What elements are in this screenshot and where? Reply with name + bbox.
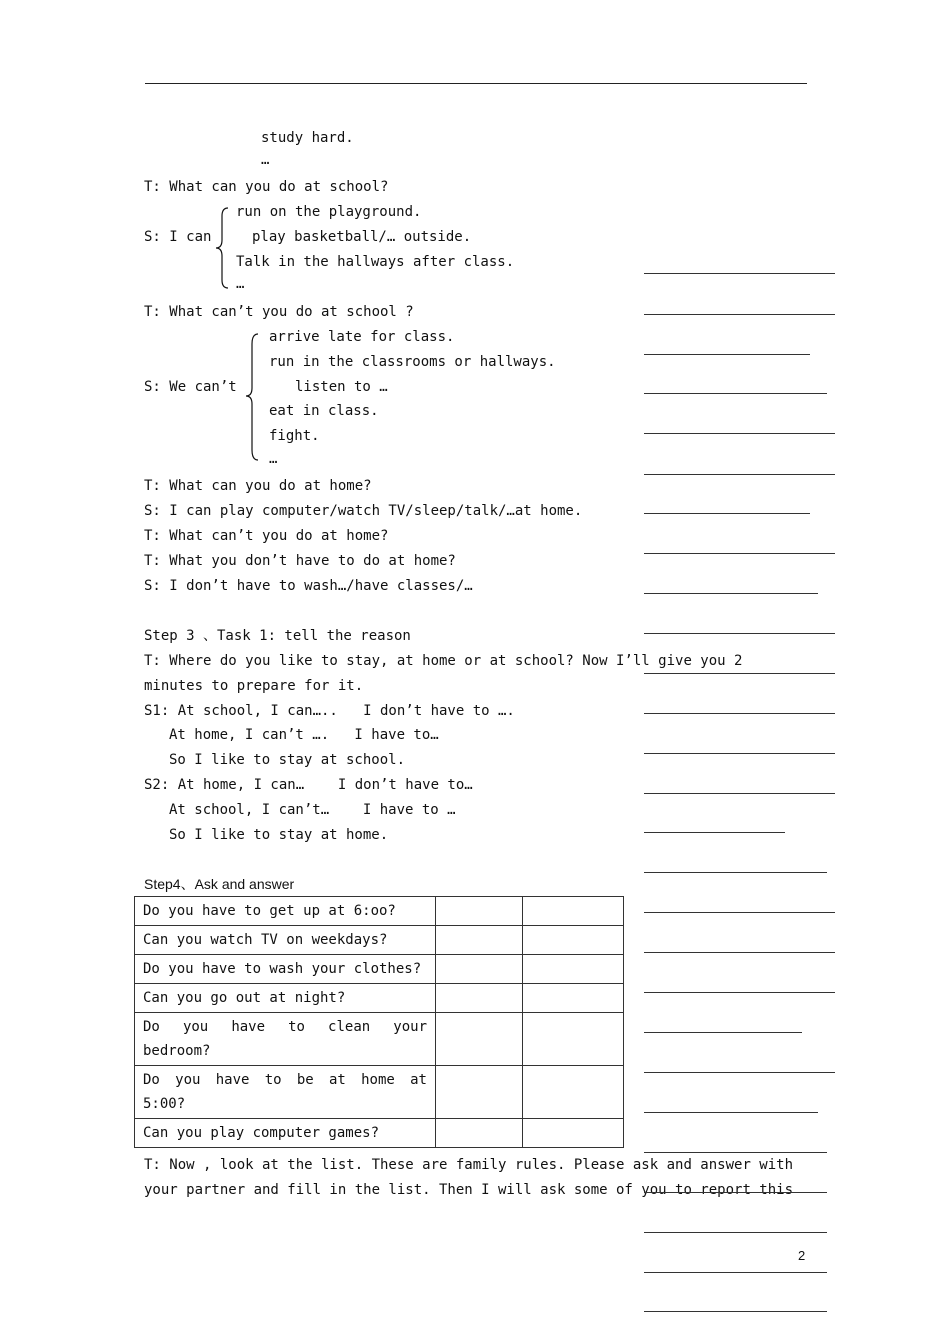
note-line — [644, 273, 835, 274]
line-s1: S1: At school, I can….. I don’t have to …. — [144, 703, 515, 719]
note-line — [644, 1311, 827, 1312]
answer-cell[interactable] — [523, 897, 624, 926]
line-teacher-prompt: T: Where do you like to stay, at home or at school? Now I’ll give you 2 — [144, 653, 743, 669]
answer-cell[interactable] — [436, 1119, 523, 1148]
note-line — [644, 433, 835, 434]
line-s1: At home, I can’t …. I have to… — [169, 727, 439, 743]
answer-cell[interactable] — [436, 1013, 523, 1066]
line-study-hard: study hard. — [261, 130, 354, 146]
line-student-answer: S: I can — [144, 229, 212, 245]
step3-heading: Step 3 、Task 1: tell the reason — [144, 628, 411, 644]
line-ellipsis: … — [261, 152, 270, 168]
rules-table — [134, 896, 624, 1148]
note-line — [644, 1152, 827, 1153]
note-line — [644, 633, 835, 634]
question-cell: Do you have to wash your clothes? — [135, 955, 436, 984]
line-option: arrive late for class. — [269, 329, 455, 345]
question-cell: Can you watch TV on weekdays? — [135, 926, 436, 955]
line-s2: S2: At home, I can… I don’t have to… — [144, 777, 473, 793]
header-rule — [145, 83, 807, 84]
table-row — [135, 984, 624, 1013]
table-row — [135, 1119, 624, 1148]
note-line — [644, 314, 835, 315]
line-teacher-question: T: What can’t you do at school ? — [144, 304, 414, 320]
note-line — [644, 673, 835, 674]
answer-cell[interactable] — [523, 984, 624, 1013]
line-teacher-question: T: What can you do at home? — [144, 478, 372, 494]
line-teacher-question: T: What you don’t have to do at home? — [144, 553, 456, 569]
line-teacher-prompt: minutes to prepare for it. — [144, 678, 364, 694]
table-row — [135, 1066, 624, 1119]
question-cell: Do you have to be at home at 5:00? — [135, 1066, 436, 1119]
line-student-answer: S: We can’t — [144, 379, 237, 395]
note-line — [644, 553, 835, 554]
line-option: run on the playground. — [236, 204, 422, 220]
line-teacher-question: T: What can you do at school? — [144, 179, 389, 195]
note-line — [644, 1192, 827, 1193]
line-ellipsis: … — [236, 276, 245, 292]
answer-cell[interactable] — [523, 1119, 624, 1148]
answer-cell[interactable] — [523, 1066, 624, 1119]
note-line — [644, 354, 810, 355]
table-row — [135, 926, 624, 955]
note-line — [644, 593, 818, 594]
step4-heading: Step4、Ask and answer — [144, 876, 295, 892]
line-teacher-question: T: What can’t you do at home? — [144, 528, 389, 544]
line-s2: So I like to stay at home. — [169, 827, 389, 843]
answer-cell[interactable] — [523, 926, 624, 955]
note-line — [644, 753, 835, 754]
line-option: listen to … — [295, 379, 388, 395]
answer-cell[interactable] — [436, 955, 523, 984]
note-line — [644, 952, 835, 953]
line-ellipsis: … — [269, 451, 278, 467]
line-option: run in the classrooms or hallways. — [269, 354, 556, 370]
question-cell: Do you have to get up at 6:oo? — [135, 897, 436, 926]
left-brace — [212, 206, 234, 290]
note-line — [644, 1072, 835, 1073]
line-teacher-instruction: T: Now , look at the list. These are family rules. Please ask and answer with — [144, 1157, 794, 1173]
note-line — [644, 1232, 827, 1233]
note-line — [644, 1272, 827, 1273]
note-line — [644, 513, 810, 514]
line-option: fight. — [269, 428, 320, 444]
question-cell: Can you play computer games? — [135, 1119, 436, 1148]
note-line — [644, 713, 835, 714]
page-number: 2 — [798, 1248, 806, 1263]
answer-cell[interactable] — [523, 955, 624, 984]
line-option: play basketball/… outside. — [252, 229, 472, 245]
answer-cell[interactable] — [436, 926, 523, 955]
line-option: eat in class. — [269, 403, 379, 419]
note-line — [644, 872, 827, 873]
question-cell: Can you go out at night? — [135, 984, 436, 1013]
note-line — [644, 793, 835, 794]
note-line — [644, 1112, 818, 1113]
answer-cell[interactable] — [436, 1066, 523, 1119]
line-teacher-instruction: your partner and fill in the list. Then I will ask some of you to report this — [144, 1182, 794, 1198]
line-s2: At school, I can’t… I have to … — [169, 802, 456, 818]
note-line — [644, 393, 827, 394]
table-row — [135, 897, 624, 926]
question-cell: Do you have to clean your bedroom? — [135, 1013, 436, 1066]
answer-cell[interactable] — [523, 1013, 624, 1066]
left-brace — [242, 332, 264, 462]
note-line — [644, 474, 835, 475]
line-option: Talk in the hallways after class. — [236, 254, 515, 270]
answer-cell[interactable] — [436, 897, 523, 926]
table-row — [135, 1013, 624, 1066]
line-student-answer: S: I don’t have to wash…/have classes/… — [144, 578, 473, 594]
line-student-answer: S: I can play computer/watch TV/sleep/talk/…at home. — [144, 503, 583, 519]
table-row — [135, 955, 624, 984]
note-line — [644, 832, 785, 833]
line-s1: So I like to stay at school. — [169, 752, 406, 768]
note-line — [644, 912, 835, 913]
note-line — [644, 1032, 802, 1033]
note-line — [644, 992, 835, 993]
answer-cell[interactable] — [436, 984, 523, 1013]
